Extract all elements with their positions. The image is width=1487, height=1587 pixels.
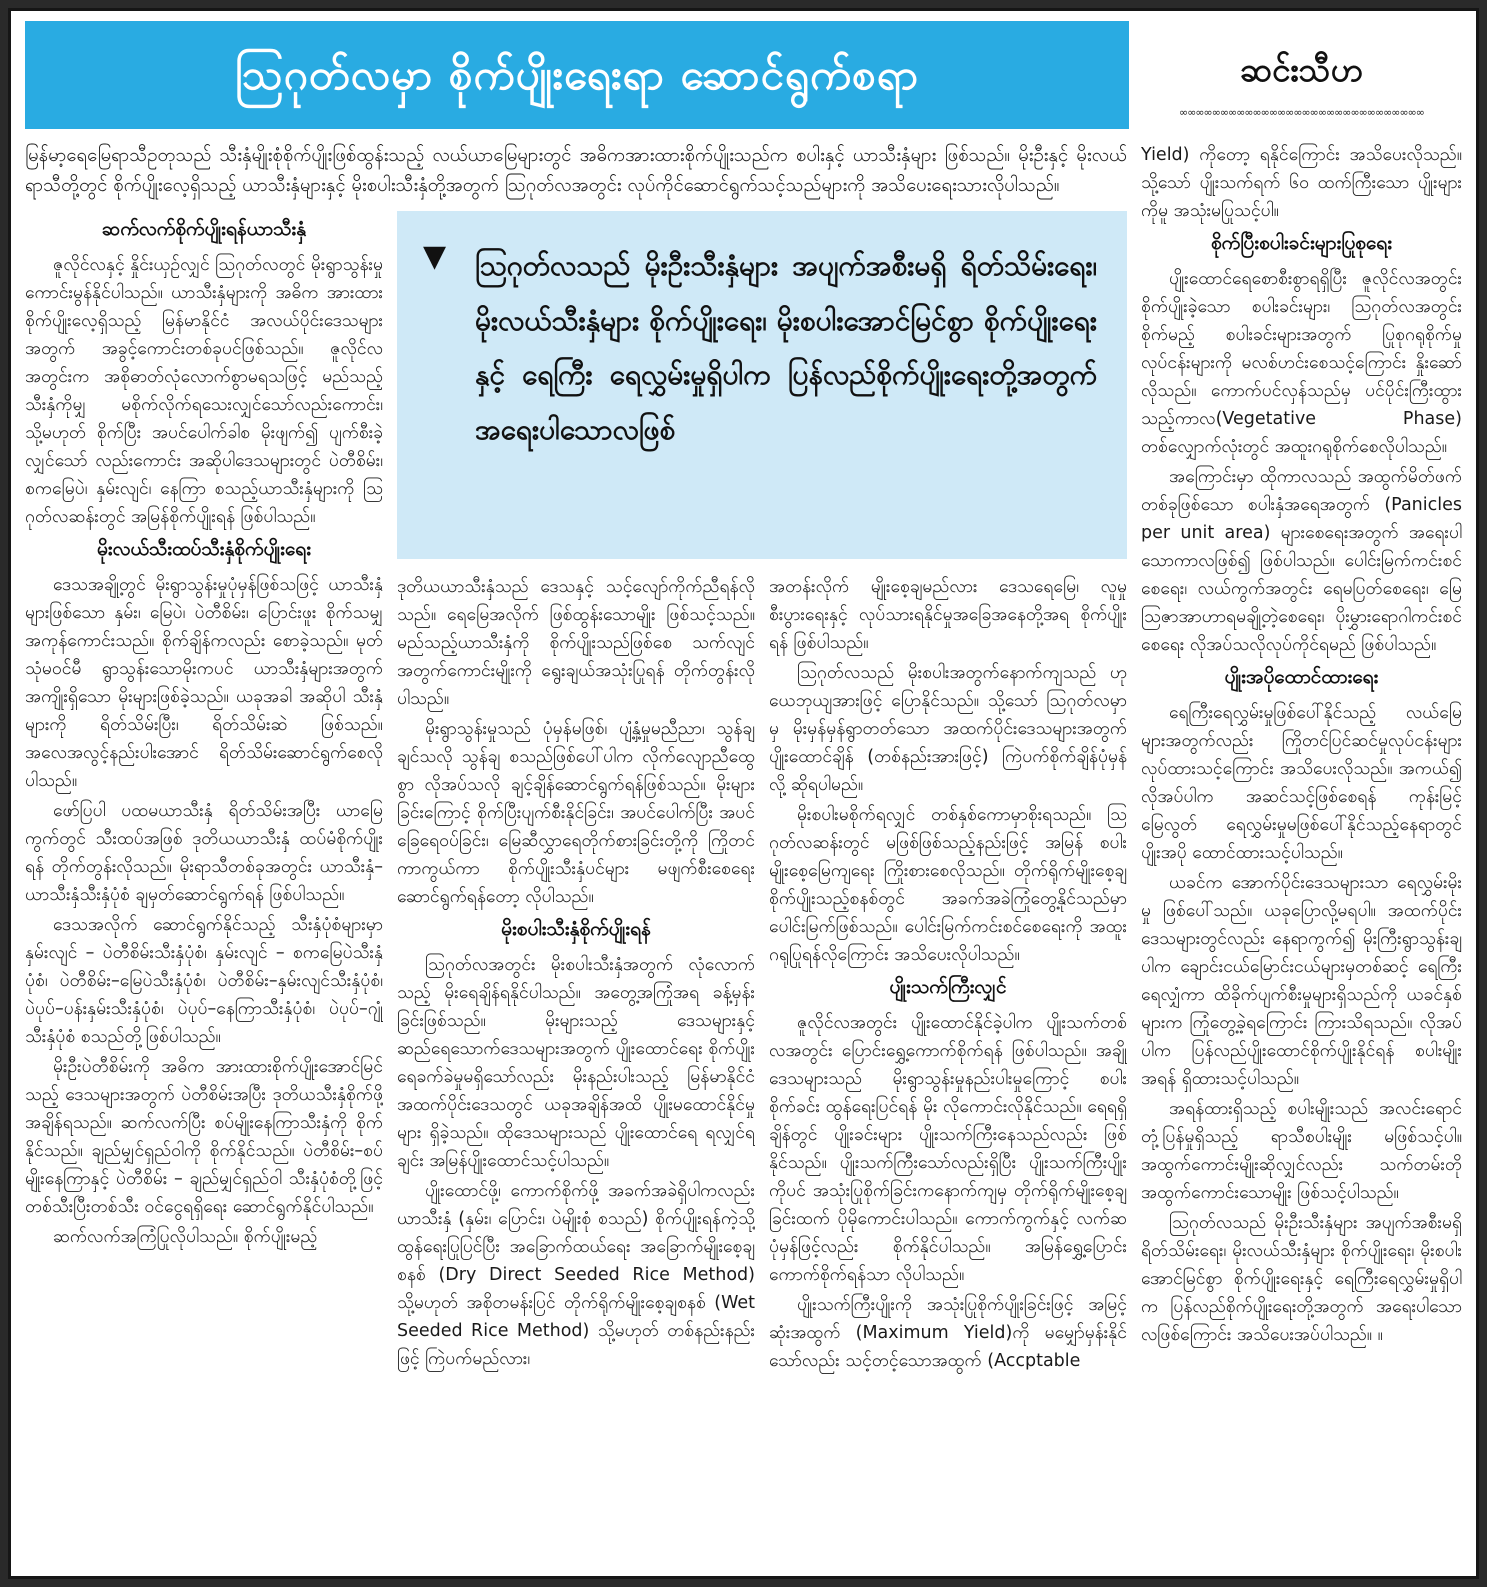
paragraph: အကြောင်းမှာ ထိုကာလသည် အထွက်မိတ်ဖက်တစ်ခုဖြစ်သော စပါးနှံအရေအတွက် (Panicles per unit area) များစေရေးအတွက် အရေးပါသောကာလဖြစ်၍ ဖြစ်ပါသည်။ ပေါင်းမြက်ကင်းစင်စေရေး၊ လယ်ကွက်အတွင်း ရေမပြတ်စေရေး၊ မြေသြဇာအာဟာရမချို့တဲ့စေရေး၊ ပိုးမွှားရောဂါကင်းစင်စေရေး လိုအပ်သလိုလုပ်ကိုင်ရမည် ဖြစ်ပါသည်။ — [1141, 467, 1462, 655]
pull-quote-text: သြဂုတ်လသည် မိုးဦးသီးနှံများ အပျက်အစီးမရှိ ရိတ်သိမ်းရေး၊ မိုးလယ်သီးနှံများ စိုက်ပျိုးရေး၊ မိုးစပါးအောင်မြင်စွာ စိုက်ပျိုးရေးနှင့် ရေကြီး ရေလွှမ်းမှုရှိပါက ပြန်လည်စိုက်ပျိုးရေးတို့အတွက် အရေးပါသောလဖြစ် — [475, 248, 1097, 446]
two-column-area — [397, 573, 1127, 1561]
paragraph: မိုးစပါးမစိုက်ရလျှင် တစ်နှစ်ကောမှာစိုးရသည်။ သြဂုတ်လဆန်းတွင် မဖြစ်ဖြစ်သည့်နည်းဖြင့် အမြန် စပါးမျိုးစေ့မြေကျရေး ကြိုးစားစေလိုသည်။ တိုက်ရိုက်မျိုးစေ့ချစိုက်ပျိုးသည့်စနစ်တွင် အခက်အခဲကြုံတွေ့နိုင်သည်မှာ ပေါင်းမြက်ဖြစ်သည်။ ပေါင်းမြက်ကင်းစင်စေရေးကို အထူးဂရုပြုရန်လိုကြောင်း အသိပေးလိုပါသည်။ — [769, 804, 1127, 965]
author-name: ဆင်းသီဟ — [1240, 50, 1363, 89]
paragraph: ပျိုးသက်ကြီးပျိုးကို အသုံးပြုစိုက်ပျိုးခြင်းဖြင့် အမြင့်ဆုံးအထွက် (Maximum Yield)ကို မမျှော်မှန်းနိုင်သော်လည်း သင့်တင့်သောအထွက် (Accptable — [769, 1294, 1127, 1371]
page-title: သြဂုတ်လမှာ စိုက်ပျိုးရေးရာ ဆောင်ရွက်စရာ — [235, 49, 919, 99]
article-body — [25, 141, 1462, 1561]
pull-quote-box — [397, 211, 1127, 559]
triangle-marker-icon: ▼ — [423, 238, 447, 274]
paragraph: ဆက်လက်အကြံပြုလိုပါသည်။ စိုက်ပျိုးမည့် — [53, 1226, 318, 1247]
paragraph: Yield) ကိုတော့ ရနိုင်ကြောင်း အသိပေးလိုသည်။ သို့သော် ပျိုးသက်ရက် ၆၀ ထက်ကြီးသော ပျိုးများကိုမူ အသုံးမပြုသင့်ပါ။ — [1141, 145, 1462, 221]
paragraph: ဇူလိုင်လနှင့် နှိုင်းယှဉ်လျှင် သြဂုတ်လတွင် မိုးရွာသွန်းမှုကောင်းမွန်နိုင်ပါသည်။ ယာသီးနှံများကို အဓိက အားထားစိုက်ပျိုးလေ့ရှိသည့် မြန်မာနိုင်ငံ အလယ်ပိုင်းဒေသများအတွက် အခွင့်ကောင်းတစ်ခုပင်ဖြစ်သည်။ ဇူလိုင်လအတွင်းက အစိုဓာတ်လုံလောက်စွာမရသဖြင့် မည်သည့်သီးနှံကိုမျှ မစိုက်လိုက်ရသေးလျှင်သော်လည်းကောင်း၊ သို့မဟုတ် စိုက်ပြီး အပင်ပေါက်ခါစ မိုးဖျက်၍ ပျက်စီးခဲ့လျှင်သော် လည်းကောင်း အဆိုပါဒေသများတွင် ပဲတီစိမ်း၊ စကမြေပဲ၊ နှမ်းလျင်၊ နေကြာ စသည့်ယာသီးနှံများကို သြဂုတ်လဆန်းတွင် အမြန်စိုက်ပျိုးရန် ဖြစ်ပါသည်။ — [25, 254, 383, 527]
section-heading: ပျိုးသက်ကြီးလျှင် — [889, 975, 1007, 998]
paragraph: ဒုတိယယာသီးနှံသည် ဒေသနှင့် သင့်လျော်ကိုက်ညီရန်လိုသည်။ ရေမြေအလိုက် ဖြစ်ထွန်းသောမျိုး ဖြစ်သင့်သည်။ မည်သည့်ယာသီးနှံကို စိုက်ပျိုးသည်ဖြစ်စေ သက်လျင်အတွက်ကောင်းမျိုးကို ရွေးချယ်အသုံးပြုရန် တိုက်တွန်းလိုပါသည်။ — [397, 576, 755, 709]
paragraph: ရေကြီးရေလွှမ်းမှုဖြစ်ပေါ်နိုင်သည့် လယ်မြေများအတွက်လည်း ကြိုတင်ပြင်ဆင်မှုလုပ်ငန်းများ လုပ်ထားသင့်ကြောင်း အသိပေးလိုသည်။ အကယ်၍ လိုအပ်ပါက အဆင်သင့်ဖြစ်စေရန် ကုန်းမြင့်မြေလွတ် ရေလွှမ်းမှုမဖြစ်ပေါ်နိုင်သည့်နေရာတွင် ပျိုးအပို ထောင်ထားသင့်ပါသည်။ — [1141, 703, 1462, 863]
paragraph: ပျိုးထောင်ဖို့၊ ကောက်စိုက်ဖို့ အခက်အခဲရှိပါကလည်း ယာသီးနှံ (နှမ်း၊ ပြောင်း၊ ပဲမျိုးစုံ စသည်) စိုက်ပျိုးရန်ကဲ့သို့ ထွန်ရေးပြုပြင်ပြီး အခြောက်ထယ်ရေး အခြောက်မျိုးစေ့ချစနစ် (Dry Direct Seeded Rice Method) သို့မဟုတ် အစိုတမန်းပြင် တိုက်ရိုက်မျိုးစေ့ချစနစ် (Wet Seeded Rice Method) သို့မဟုတ် တစ်နည်းနည်းဖြင့် ကြဲပက်မည်လား၊ — [397, 1180, 755, 1369]
section-heading: ဆက်လက်စိုက်ပျိုးရန်ယာသီးနှံ — [101, 217, 307, 240]
paragraph: ဒေသအလိုက် ဆောင်ရွက်နိုင်သည့် သီးနှံပုံစံများမှာ နှမ်းလျင် – ပဲတီစိမ်းသီးနှံပုံစံ၊ နှမ်းလျင် – စကမြေပဲသီးနှံပုံစံ၊ ပဲတီစိမ်း–မြေပဲသီးနှံပုံစံ၊ ပဲတီစိမ်း–နှမ်းလျင်သီးနှံပုံစံ၊ ပဲပုပ်–ပန်းနှမ်းသီးနှံပုံစံ၊ ပဲပုပ်–နေကြာသီးနှံပုံစံ၊ ပဲပုပ်–ဂျုံသီးနှံပုံစံ စသည်တို့ဖြစ်ပါသည်။ — [25, 914, 383, 1047]
paragraph: သြဂုတ်လသည် မိုးစပါးအတွက်နောက်ကျသည် ဟု ယေဘုယျအားဖြင့် ပြောနိုင်သည်။ သို့သော် သြဂုတ်လမှာမှ မိုးမှန်မှန်ရွာတတ်သော အထက်ပိုင်းဒေသများအတွက် ပျိုးထောင်ချိန် (တစ်နည်းအားဖြင့်) ကြဲပက်စိုက်ချိန်ပုံမှန်လို့ ဆိုရပါမည်။ — [769, 662, 1127, 795]
paragraph: မိုးရွာသွန်းမှုသည် ပုံမှန်မဖြစ်၊ ပျံ့နှံ့မှုမညီညာ၊ သွန်ချချင်သလို သွန်ချ စသည်ဖြစ်ပေါ်ပါက လိုက်လျောညီထွေစွာ လိုအပ်သလို ချင့်ချိန်ဆောင်ရွက်ရန်ဖြစ်သည်။ မိုးများခြင်းကြောင့် စိုက်ပြီးပျက်စီးနိုင်ခြင်း၊ အပင်ပေါက်ပြီး အပင်ခြေရေဝပ်ခြင်း၊ မြေဆီလွှာရေတိုက်စားခြင်းတို့ကို ကြိုတင်ကာကွယ်ကာ စိုက်ပျိုးသီးနှံပင်များ မဖျက်စီးစေရေးဆောင်ရွက်ရန်တော့ လိုပါသည်။ — [397, 718, 755, 907]
section-heading: မိုးလယ်သီးထပ်သီးနှံစိုက်ပျိုးရေး — [96, 537, 312, 560]
author-divider-ornament: ∞∞∞∞∞∞∞∞∞∞∞∞∞∞∞∞∞∞∞∞∞∞∞∞∞∞∞∞∞∞ — [1179, 106, 1424, 119]
paragraph: ဒေသအချို့တွင် မိုးရွာသွန်းမှုပုံမှန်ဖြစ်သဖြင့် ယာသီးနှံများဖြစ်သော နှမ်း၊ မြေပဲ၊ ပဲတီစိမ်း၊ ပြောင်းဖူး စိုက်သမျှအကုန်ကောင်းသည်။ စိုက်ချိန်ကလည်း စောခဲ့သည်။ မုတ်သုံမဝင်မီ ရွာသွန်းသောမိုးကပင် ယာသီးနှံများအတွက် အကျိုးရှိသော မိုးများဖြစ်ခဲ့သည်။ ယခုအခါ အဆိုပါ သီးနှံများကို ရိတ်သိမ်းပြီး၊ ရိတ်သိမ်းဆဲ ဖြစ်သည်။ အလေအလွင့်နည်းပါးအောင် ရိတ်သိမ်းဆောင်ရွက်စေလိုပါသည်။ — [25, 574, 383, 791]
three-column-area — [25, 211, 1127, 1561]
column-3 — [769, 573, 1127, 1561]
middle-right-region — [397, 211, 1127, 1561]
paragraph: သြဂုတ်လသည် မိုးဦးသီးနှံများ အပျက်အစီးမရှိရိတ်သိမ်းရေး၊ မိုးလယ်သီးနှံများ စိုက်ပျိုးရေး၊ မိုးစပါးအောင်မြင်စွာ စိုက်ပျိုးရေးနှင့် ရေကြီးရေလွှမ်းမှုရှိပါက ပြန်လည်စိုက်ပျိုးရေးတို့အတွက် အရေးပါသောလဖြစ်ကြောင်း အသိပေးအပ်ပါသည်။ ။ — [1141, 1213, 1462, 1345]
paragraph: ယခင်က အောက်ပိုင်းဒေသများသာ ရေလွှမ်းမိုးမှု ဖြစ်ပေါ်သည်။ ယခုပြောလို့မရပါ။ အထက်ပိုင်းဒေသများတွင်လည်း နေရာကွက်၍ မိုးကြီးရွာသွန်းချပါက ချောင်းငယ်မြောင်းငယ်များမှတစ်ဆင့် ရေကြီးရေလျှံကာ ထိခိုက်ပျက်စီးမှုများရှိသည်ကို ယခင်နှစ်များက ကြုံတွေ့ခဲ့ရကြောင်း ကြားသိရသည်။ လိုအပ်ပါက ပြန်လည်ပျိုးထောင်စိုက်ပျိုးနိုင်ရန် စပါးမျိုးအရန် ရှိထားသင့်ပါသည်။ — [1141, 873, 1462, 1089]
section-heading: မိုးစပါးသီးနှံစိုက်ပျိုးရန် — [501, 917, 651, 940]
section-heading: စိုက်ပြီးစပါးခင်းများပြုစုရေး — [1210, 232, 1393, 254]
author-block — [1141, 21, 1462, 129]
column-4 — [1141, 141, 1462, 1561]
paragraph: အရန်ထားရှိသည့် စပါးမျိုးသည် အလင်းရောင်တုံ့ပြန်မှုရှိသည့် ရာသီစပါးမျိုး မဖြစ်သင့်ပါ။ အထွက်ကောင်းမျိုးဆိုလျှင်လည်း သက်တမ်းတို အထွက်ကောင်းသောမျိုး ဖြစ်သင့်ပါသည်။ — [1141, 1099, 1462, 1203]
title-banner — [25, 21, 1129, 129]
paragraph: အတန်းလိုက် မျိုးစေ့ချမည်လား ဒေသရေမြေ၊ လူမှုစီးပွားရေးနှင့် လုပ်သားရနိုင်မှုအခြေအနေတို့အရ စိုက်ပျိုးရန် ဖြစ်ပါသည်။ — [769, 576, 1127, 653]
paragraph: ဇူလိုင်လအတွင်း ပျိုးထောင်နိုင်ခဲ့ပါက ပျိုးသက်တစ်လအတွင်း ပြောင်းရွှေ့ကောက်စိုက်ရန် ဖြစ်ပါသည်။ အချို့ဒေသများသည် မိုးရွာသွန်းမှုနည်းပါးမှုကြောင့် စပါးစိုက်ခင်း ထွန်ရေးပြင်ရန် မိုး လိုကောင်းလိုနိုင်သည်။ ရေရရှိချိန်တွင် ပျိုးခင်းများ ပျိုးသက်ကြီးနေသည်လည်း ဖြစ်နိုင်သည်။ ပျိုးသက်ကြီးသော်လည်းရှိပြီး ပျိုးသက်ကြီးပျိုးကိုပင် အသုံးပြုစိုက်ခြင်းကနောက်ကျမှ တိုက်ရိုက်မျိုးစေ့ချခြင်းထက် ပိုမိုကောင်းပါသည်။ ကောက်ကွက်နှင့် လက်ဆပုံမှန်ဖြင့်လည်း စိုက်နိုင်ပါသည်။ အမြန်ရွှေ့ပြောင်းကောက်စိုက်ရန်သာ လိုပါသည်။ — [769, 1012, 1127, 1285]
paragraph: သြဂုတ်လအတွင်း မိုးစပါးသီးနှံအတွက် လုံလောက်သည့် မိုးရေချိန်ရနိုင်ပါသည်။ အတွေ့အကြုံအရ ခန့်မှန်းခြင်းဖြစ်သည်။ မိုးများသည့် ဒေသများနှင့် ဆည်ရေသောက်ဒေသများအတွက် ပျိုးထောင်ရေး စိုက်ပျိုးရေခက်ခဲမှုမရှိသော်လည်း မိုးနည်းပါးသည့် မြန်မာနိုင်ငံ အထက်ပိုင်းဒေသတွင် ယခုအချိန်အထိ ပျိုးမထောင်နိုင်မှုများ ရှိခဲ့သည်။ ထိုဒေသများသည် ပျိုးထောင်ရေ ရလျှင်ရချင်း အမြန်ပျိုးထောင်သင့်ပါသည်။ — [397, 954, 755, 1171]
left-region — [25, 141, 1127, 1561]
lead-paragraph: မြန်မာ့ရေမြေရာသီဥတုသည် သီးနှံမျိုးစုံစိုက်ပျိုးဖြစ်ထွန်းသည့် လယ်ယာမြေများတွင် အဓိကအားထားစိုက်ပျိုးသည်က စပါးနှင့် ယာသီးနှံများ ဖြစ်သည်။ မိုးဦးနှင့် မိုးလယ်ရာသီတို့တွင် စိုက်ပျိုးလေ့ရှိသည့် ယာသီးနှံများနှင့် မိုးစပါးသီးနှံတို့အတွက် သြဂုတ်လအတွင်း လုပ်ကိုင်ဆောင်ရွက်သင့်သည်များကို အသိပေးရေးသားလိုပါသည်။ — [25, 145, 1127, 196]
section-heading: ပျိုးအပိုထောင်ထားရေး — [1224, 666, 1379, 688]
column-1 — [25, 211, 383, 1561]
newspaper-page — [8, 8, 1479, 1579]
column-2 — [397, 573, 755, 1561]
paragraph: ဖော်ပြပါ ပထမယာသီးနှံ ရိတ်သိမ်းအပြီး ယာမြေကွက်တွင် သီးထပ်အဖြစ် ဒုတိယယာသီးနှံ ထပ်မံစိုက်ပျိုးရန် တိုက်တွန်းလိုသည်။ မိုးရာသီတစ်ခုအတွင်း ယာသီးနှံ–ယာသီးနှံသီးနှံပုံစံ ချမှတ်ဆောင်ရွက်ရန် ဖြစ်ပါသည်။ — [25, 800, 383, 905]
paragraph: မိုးဦးပဲတီစိမ်းကို အဓိက အားထားစိုက်ပျိုးအောင်မြင်သည့် ဒေသများအတွက် ပဲတီစိမ်းအပြီး ဒုတိယသီးနှံစိုက်ဖို့ အချိန်ရသည်။ ဆက်လက်ပြီး စပ်မျိုးနေကြာသီးနှံကို စိုက်နိုင်သည်။ ချည်မျှင်ရှည်ဝါကို စိုက်နိုင်သည်။ ပဲတီစိမ်း–စပ်မျိုးနေကြာနှင့် ပဲတီစိမ်း – ချည်မျှင်ရှည်ဝါ သီးနှံပုံစံတို့ဖြင့် တစ်သီးပြီးတစ်သီး ဝင်ငွေရရှိရေး ဆောင်ရွက်နိုင်ပါသည်။ — [25, 1056, 383, 1217]
masthead — [25, 21, 1462, 129]
paragraph: ပျိုးထောင်ရေစောစီးစွာရရှိပြီး ဇူလိုင်လအတွင်း စိုက်ပျိုးခဲ့သော စပါးခင်းများ၊ သြဂုတ်လအတွင်း စိုက်မည့် စပါးခင်းများအတွက် ပြုစုဂရုစိုက်မှု လုပ်ငန်းများကို မလစ်ဟင်းစေသင့်ကြောင်း နှိုးဆော်လိုသည်။ ကောက်ပင်လှန်သည်မှ ပင်ပိုင်းကြီးထွားသည့်ကာလ(Vegetative Phase) တစ်လျှောက်လုံးတွင် အထူးဂရုစိုက်စေလိုပါသည်။ — [1141, 269, 1462, 457]
